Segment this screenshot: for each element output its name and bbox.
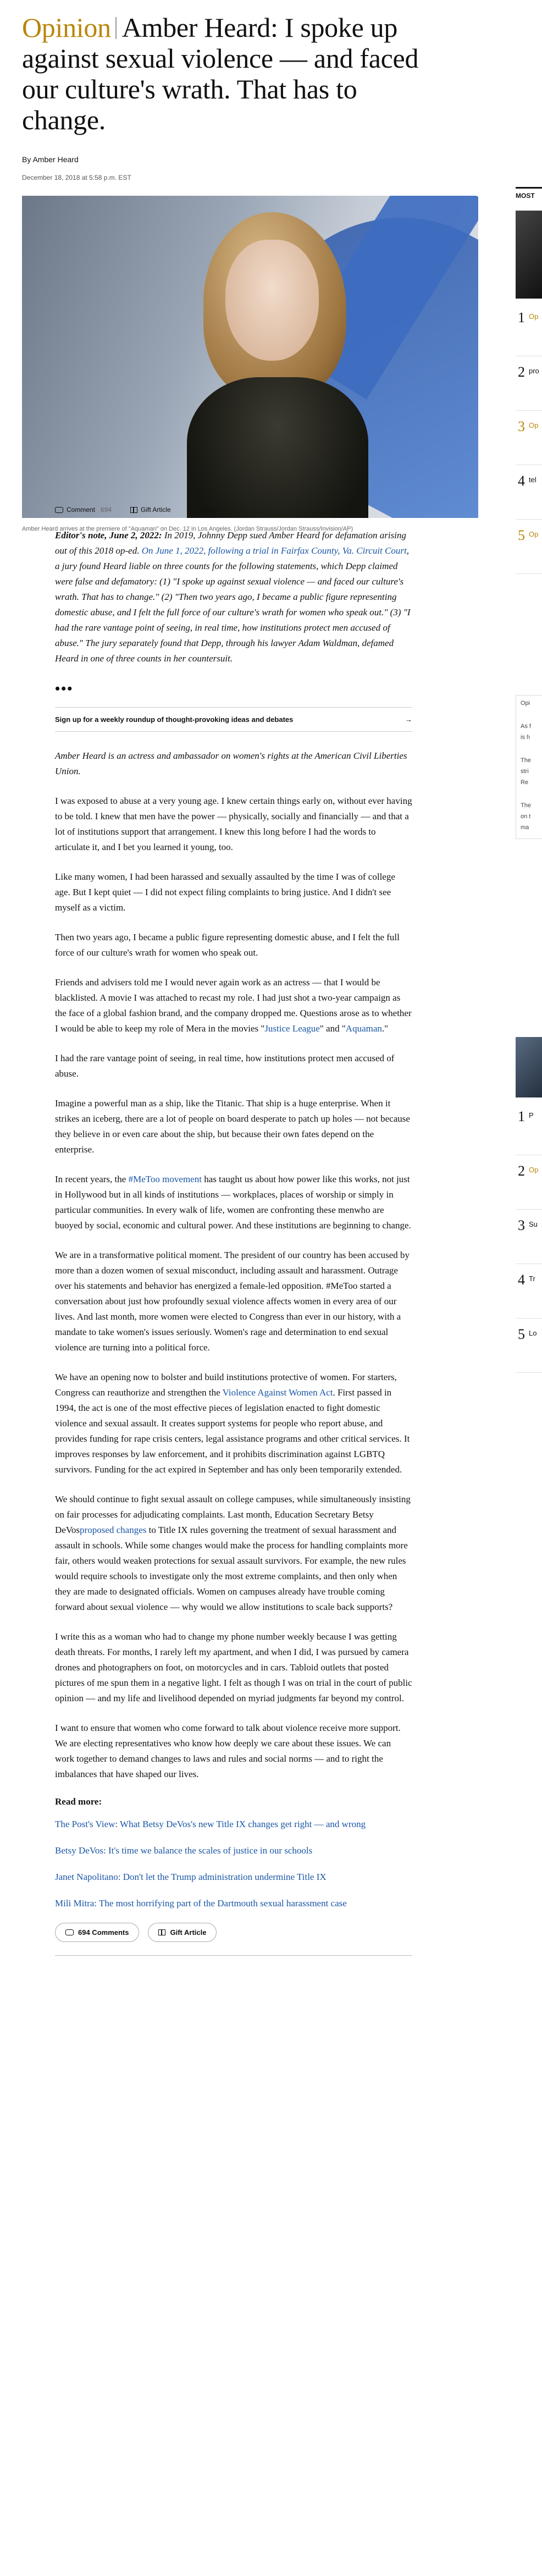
hero-image[interactable] [22, 196, 478, 518]
paragraph-text: We have an opening now to bolster and build institutions protective of women. For starters, Congress can reauthorize and strengthen the [55, 1372, 397, 1398]
sidebar-story[interactable] [516, 364, 542, 411]
comments-pill-button[interactable] [55, 1923, 139, 1942]
share-label: Share [200, 506, 218, 514]
gift-pill-label: Gift Article [170, 1928, 207, 1937]
paragraph: I was exposed to abuse at a very young age. I knew certain things early on, without ever having to be told. I knew that men have the power — physically, socially and financially — and that a lot of institutions support that arrangement. I knew this long before I had the words to articulate it, and I bet you learned it young, too. [55, 796, 412, 852]
paragraph [55, 1492, 412, 1615]
story-rank: 5 [518, 527, 525, 543]
gift-icon [130, 507, 137, 513]
sidebar-opinion-box[interactable] [516, 695, 542, 839]
headline-text: Amber Heard: I spoke up against sexual violence — and faced our culture's wrath. That has to change. [22, 12, 419, 135]
paragraph [55, 1370, 412, 1477]
paragraph-text: We should continue to fight sexual assault on college campuses, while simultaneously insisting on fair processes for adjudicating complaints. Last month, Education Secretary Betsy DeVos [55, 1494, 411, 1535]
aquaman-link[interactable]: Aquaman [345, 1023, 382, 1034]
paragraph-text: Friends and advisers told me I would never again work as an actress — that I would be blacklisted. A movie I was attached to recast my role. I had just shot a two-year campaign as the face of a global fashion brand, and the company dropped me. Questions arose as to whether I would be able to keep my role of Mera in the movies " [55, 977, 412, 1034]
read-more-link[interactable]: Mili Mitra: The most horrifying part of the Dartmouth sexual harassment case [55, 1898, 347, 1908]
sidebar-story[interactable] [516, 473, 542, 520]
box-line: stri [521, 768, 529, 775]
paragraph-text: has taught us about how power like this works, not just in Hollywood but in all kinds of institutions — workplaces, places of worship or simply in particular communities. In every walk of life, women are confronting these menwho are buoyed by social, economic and cultural power. And these institutions are beginning to change. [55, 1174, 411, 1231]
hero-caption: Amber Heard arrives at the premiere of "Aquaman" on Dec. 12 in Los Angeles. (Jordan Strauss/Jordan Strauss/Invision/AP) [22, 526, 353, 532]
hero-figure-dress [187, 377, 368, 518]
opinion-kicker[interactable]: Opinion [22, 12, 111, 43]
newsletter-signup[interactable] [55, 707, 412, 732]
story-rank: 2 [518, 364, 525, 380]
story-title: Su [529, 1220, 538, 1228]
paragraph: I had the rare vantage point of seeing, in real time, how institutions protect men accused of abuse. [55, 1053, 395, 1079]
most-read-sidebar [516, 187, 542, 1381]
story-rank: 1 [518, 1108, 525, 1124]
paragraph: I write this as a woman who had to change my phone number weekly because I was getting death threats. For months, I rarely left my apartment, and when I did, I was pursued by camera drones and photographers on foot, on motorcycles and in cars. Tabloid outlets that posted pictures of me spun them in a negative light. I felt as though I was on trial in the court of public opinion — and my life and livelihood depended on myriad judgments far beyond my control. [55, 1631, 412, 1703]
story-title: Op [529, 312, 539, 321]
editors-note-text: In 2019, Johnny Depp sued Amber Heard for defamation arising out of this 2018 op-ed. [55, 530, 406, 556]
author-link[interactable]: Amber Heard [32, 155, 79, 164]
paragraph: I want to ensure that women who come forward to talk about violence receive more support. We are electing representatives who know how deeply we care about these issues. We can work together to demand changes to laws and rules and social norms — and to right the imbalances that have shaped our lives. [55, 1723, 401, 1779]
paragraph-text: " and " [319, 1023, 346, 1034]
story-rank: 3 [518, 418, 525, 434]
paragraph: We are in a transformative political moment. The president of our country has been accused by more than a dozen women of sexual misconduct, including assault and harassment. Outrage over his statements and behavior has energized a female-led opposition. #MeToo started a conversation about just how profoundly sexual violence affects women in every area of our lives. And last month, more women were elected to Congress than ever in our history, with a mandate to take women's issues seriously. Women's rage and determination to end sexual violence are turning into a political force. [55, 1250, 410, 1353]
gift-icon [158, 1929, 165, 1935]
paragraph [55, 975, 412, 1036]
byline-prefix: By [22, 155, 33, 164]
proposed-changes-link[interactable]: proposed changes [80, 1525, 147, 1535]
sidebar-thumbnail[interactable] [516, 1037, 542, 1097]
author-bio: Amber Heard is an actress and ambassador on women's rights at the American Civil Liberties Union. [55, 751, 407, 776]
sidebar-story[interactable] [516, 310, 542, 356]
box-line: Re [521, 779, 529, 786]
story-title: Tr [529, 1275, 535, 1283]
box-line: As f [521, 723, 531, 730]
headline [22, 12, 431, 135]
read-more-link[interactable]: Betsy DeVos: It's time we balance the scales of justice in our schools [55, 1845, 313, 1856]
editors-note-label: Editor's note, June 2, 2022: [55, 530, 162, 540]
story-rank: 3 [518, 1217, 525, 1233]
comment-count: 694 [101, 506, 112, 514]
comment-label: Comment [67, 506, 96, 514]
paragraph: Imagine a powerful man as a ship, like the Titanic. That ship is a huge enterprise. When it strikes an iceberg, there are a lot of people on board desperate to patch up holes — not because they believe in or even care about the ship, but because their own fates depend on the enterprise. [55, 1098, 410, 1155]
article-tools [55, 506, 412, 514]
gift-article-button[interactable] [130, 506, 171, 514]
paragraph: Then two years ago, I became a public figure representing domestic abuse, and I felt the full force of our culture's wrath for women who speak out. [55, 932, 400, 958]
publish-date: December 18, 2018 at 5:58 p.m. EST [22, 174, 131, 181]
share-button[interactable] [190, 506, 218, 514]
share-icon [190, 506, 197, 514]
gift-pill-button[interactable] [148, 1923, 217, 1942]
paragraph-text: In recent years, the [55, 1174, 129, 1184]
paragraph-text: ." [381, 1023, 389, 1034]
read-more-link[interactable]: The Post's View: What Betsy DeVos's new Title IX changes get right — and wrong [55, 1819, 366, 1829]
comment-icon [55, 507, 63, 513]
gift-label: Gift Article [141, 506, 171, 514]
paragraph: Like many women, I had been harassed and sexually assaulted by the time I was of college age. But I kept quiet — I did not expect filing complaints to bring justice. And I didn't see myself as a victim. [55, 871, 395, 913]
article-main [22, 0, 431, 532]
read-more-list [55, 1817, 412, 1911]
story-title: Op [529, 1166, 539, 1174]
arrow-right-icon: → [405, 715, 412, 724]
story-title: Op [529, 530, 539, 538]
story-rank: 5 [518, 1326, 525, 1342]
separator-dots: ••• [55, 681, 74, 697]
sidebar-story[interactable] [516, 1163, 542, 1210]
story-rank: 2 [518, 1163, 525, 1179]
justice-league-link[interactable]: Justice League [264, 1023, 320, 1034]
box-line: The [521, 757, 531, 764]
editors-note [55, 528, 412, 666]
comments-pill-label: 694 Comments [78, 1928, 129, 1937]
story-title: Lo [529, 1329, 537, 1337]
kicker-divider [115, 17, 117, 39]
read-more-heading: Read more: [55, 1796, 102, 1807]
sidebar-story[interactable] [516, 1272, 542, 1319]
end-divider [55, 1955, 412, 1956]
box-line: The [521, 802, 531, 809]
footer-actions [55, 1923, 412, 1942]
sidebar-story[interactable] [516, 418, 542, 465]
vawa-link[interactable]: Violence Against Women Act [222, 1387, 333, 1398]
metoo-link[interactable]: #MeToo movement [128, 1174, 202, 1184]
paragraph-text: to Title IX rules governing the treatment of sexual harassment and assault in schools. While some changes would make the process for handling complaints more fair, others would weaken protections for sexual assault survivors. For example, the new rules would require schools to investigate only the most extreme complaints, and then only when they are made to designated officials. Women on campuses already have trouble coming forward about sexual violence — why would we allow institutions to scale back supports? [55, 1525, 408, 1612]
sidebar-story[interactable] [516, 1108, 542, 1155]
story-title: pro [529, 367, 539, 375]
story-title: P [529, 1111, 534, 1119]
hero-figure-face [225, 240, 319, 361]
sidebar-story[interactable] [516, 1326, 542, 1373]
box-line: ma [521, 824, 529, 831]
editors-note-link[interactable]: On June 1, 2022, following a trial in Fairfax County, Va. Circuit Court [141, 545, 407, 556]
sidebar-story[interactable] [516, 527, 542, 574]
box-line: on t [521, 813, 531, 820]
read-more-link[interactable]: Janet Napolitano: Don't let the Trump administration undermine Title IX [55, 1872, 327, 1882]
paragraph-text: . First passed in 1994, the act is one of the most effective pieces of legislation enacted to fight domestic violence and sexual assault. It creates support systems for people who report abuse, and provides funding for rape crisis centers, legal assistance programs and other critical services. It improves responses by law enforcement, and it prohibits discrimination against LGBTQ survivors. Funding for the act expired in September and has only been temporarily extended. [55, 1387, 410, 1475]
paragraph [55, 1172, 412, 1233]
comment-icon [65, 1929, 74, 1935]
editors-note-text: , a jury found Heard liable on three counts for the following statements, which Depp claimed were false and defamatory: (1) "I spoke up against sexual violence — and faced our culture's wrath. That has to change." (2) "Then two years ago, I became a public figure representing domestic abuse, and I felt the full force of our culture's wrath for women who speak out." (3) "I had the rare vantage point of seeing, in real time, how institutions protect men accused of abuse." The jury separately found that Depp, through his lawyer Adam Waldman, defamed Heard in one of three counts in her countersuit. [55, 545, 411, 664]
box-line: Opi [521, 700, 530, 707]
story-rank: 4 [518, 1272, 525, 1288]
box-line: is h [521, 734, 530, 741]
sidebar-thumbnail[interactable] [516, 211, 542, 299]
article-body [55, 506, 412, 1956]
sidebar-story[interactable] [516, 1217, 542, 1264]
signup-label: Sign up for a weekly roundup of thought-provoking ideas and debates [55, 715, 294, 724]
story-title: Op [529, 421, 539, 429]
most-read-heading: MOST [516, 187, 542, 200]
story-rank: 4 [518, 473, 525, 489]
byline [22, 155, 431, 164]
story-title: tel [529, 476, 537, 484]
story-rank: 1 [518, 310, 525, 326]
comment-button[interactable] [55, 506, 112, 514]
